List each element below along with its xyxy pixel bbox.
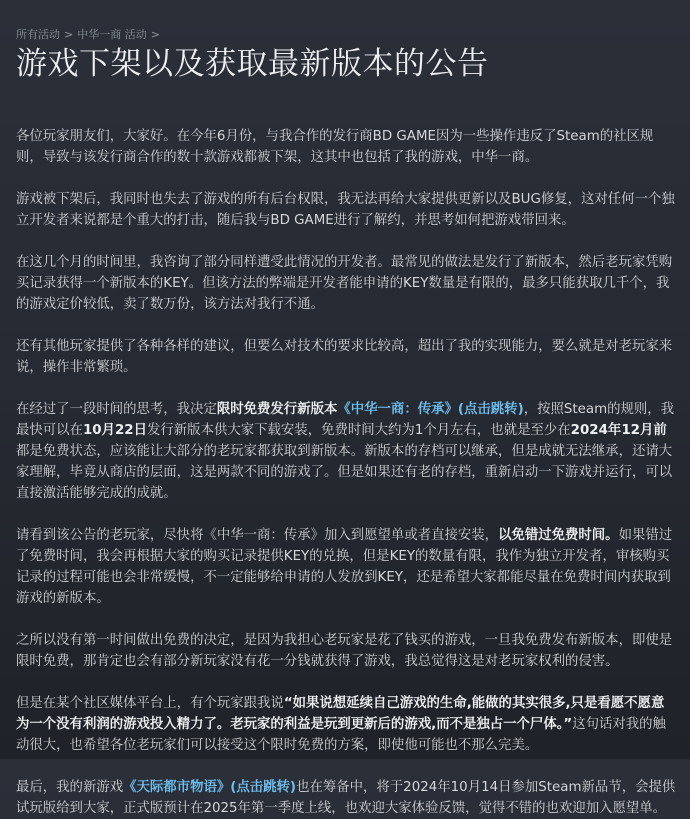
bold-text: 限时免费发行新版本 bbox=[216, 402, 338, 417]
paragraph bbox=[16, 126, 676, 168]
paragraph-text: 还有其他玩家提供了各种各样的建议，但要么对技术的要求比较高，超出了我的实现能力，要么就是对老玩家来说，操作非常繁琐。 bbox=[16, 339, 673, 375]
paragraph bbox=[16, 189, 676, 231]
paragraph-text: 各位玩家朋友们，大家好。在今年6月份，与我合作的发行商BD GAME因为一些操作违反了Steam的社区规则，导致与该发行商合作的数十款游戏都被下架，这其中也包括了我的游戏，中华一商。 bbox=[16, 129, 654, 165]
store-link[interactable]: 《中华一商：传承》(点击跳转) bbox=[337, 402, 524, 417]
breadcrumb-all-activity[interactable]: 所有活动 bbox=[16, 28, 60, 41]
breadcrumb bbox=[16, 0, 674, 42]
paragraph-text: 最后，我的新游戏 bbox=[16, 780, 124, 795]
breadcrumb-separator: > bbox=[150, 28, 160, 41]
paragraph bbox=[16, 630, 676, 672]
breadcrumb-separator: > bbox=[64, 28, 74, 41]
paragraph-text: 请看到该公告的老玩家，尽快将《中华一商：传承》加入到愿望单或者直接安装， bbox=[16, 528, 499, 543]
paragraph-text: 发行新版本供大家下载安装，免费时间大约为1个月左右，也就是至少在 bbox=[147, 423, 571, 438]
paragraph-text: 之所以没有第一时间做出免费的决定，是因为我担心老玩家是花了钱买的游戏，一旦我免费发布新版本，即使是限时免费，那肯定也会有部分新玩家没有花一分钱就获得了游戏，我总觉得这是对老玩家权利的侵害。 bbox=[16, 633, 673, 669]
paragraph bbox=[16, 399, 676, 504]
page-title: 游戏下架以及获取最新版本的公告 bbox=[16, 46, 489, 82]
paragraph bbox=[16, 252, 676, 315]
paragraph-text: 都是免费状态，应该能让大部分的老玩家都获取到新版本。新版本的存档可以继承，但是成就无法继承，还请大家理解，毕竟从商店的层面，这是两款不同的游戏了。但是如果还有老的存档，重新启动一下游戏并运行，可以直接激活能够完成的成就。 bbox=[16, 444, 673, 501]
paragraph-text: 在这几个月的时间里，我咨询了部分同样遭受此情况的开发者。最常见的做法是发行了新版本，然后老玩家凭购买记录获得一个新版本的KEY。但该方法的弊端是开发者能申请的KEY数量是有限的，最多只能获取几千个，我的游戏定价较低，卖了数万份，该方法对我行不通。 bbox=[16, 255, 673, 312]
announcement-body bbox=[16, 126, 676, 819]
paragraph-text: ，按照Steam的规则，我最快可以在 bbox=[16, 402, 675, 438]
paragraph bbox=[16, 336, 676, 378]
bold-text: 以免错过免费时间。 bbox=[498, 528, 619, 543]
bold-text: 10月22日 bbox=[82, 423, 148, 438]
paragraph bbox=[16, 777, 676, 819]
paragraph-text: 这句话对我的触动很大，也希望各位老玩家们可以接受这个限时免费的方案，即使他可能也不那么完美。 bbox=[16, 717, 666, 753]
paragraph-text: 也在筹备中，将于2024年10月14日参加Steam新品节，会提供试玩版给到大家，正式版预计在2025年第一季度上线，也欢迎大家体验反馈，觉得不错的也欢迎加入愿望单。 bbox=[16, 780, 676, 816]
paragraph-text: 在经过了一段时间的思考，我决定 bbox=[16, 402, 217, 417]
paragraph-text: 如果错过了免费时间，我会再根据大家的购买记录提供KEY的兑换，但是KEY的数量有限，我作为独立开发者，审核购买记录的过程可能也会非常缓慢，不一定能够给申请的人发放到KEY，还是希望大家都能尽量在免费时间内获取到游戏的新版本。 bbox=[16, 528, 673, 606]
paragraph-text: 游戏被下架后，我同时也失去了游戏的所有后台权限，我无法再给大家提供更新以及BUG修复，这对任何一个独立开发者来说都是个重大的打击，随后我与BD GAME进行了解约，并思考如何把游戏带回来。 bbox=[16, 192, 675, 228]
bold-text: 2024年12月前 bbox=[570, 423, 667, 438]
breadcrumb-game-activity[interactable]: 中华一商 活动 bbox=[77, 28, 147, 41]
store-link[interactable]: 《天际都市物语》(点击跳转) bbox=[123, 780, 297, 795]
bold-text: “如果说想延续自己游戏的生命,能做的其实很多,只是看愿不愿意为一个没有利润的游戏投入精力了。老玩家的利益是玩到更新后的游戏,而不是独占一个尸体。” bbox=[16, 696, 665, 732]
paragraph-text: 但是在某个社区媒体平台上，有个玩家跟我说 bbox=[16, 696, 284, 711]
paragraph bbox=[16, 525, 676, 609]
paragraph bbox=[16, 693, 676, 756]
